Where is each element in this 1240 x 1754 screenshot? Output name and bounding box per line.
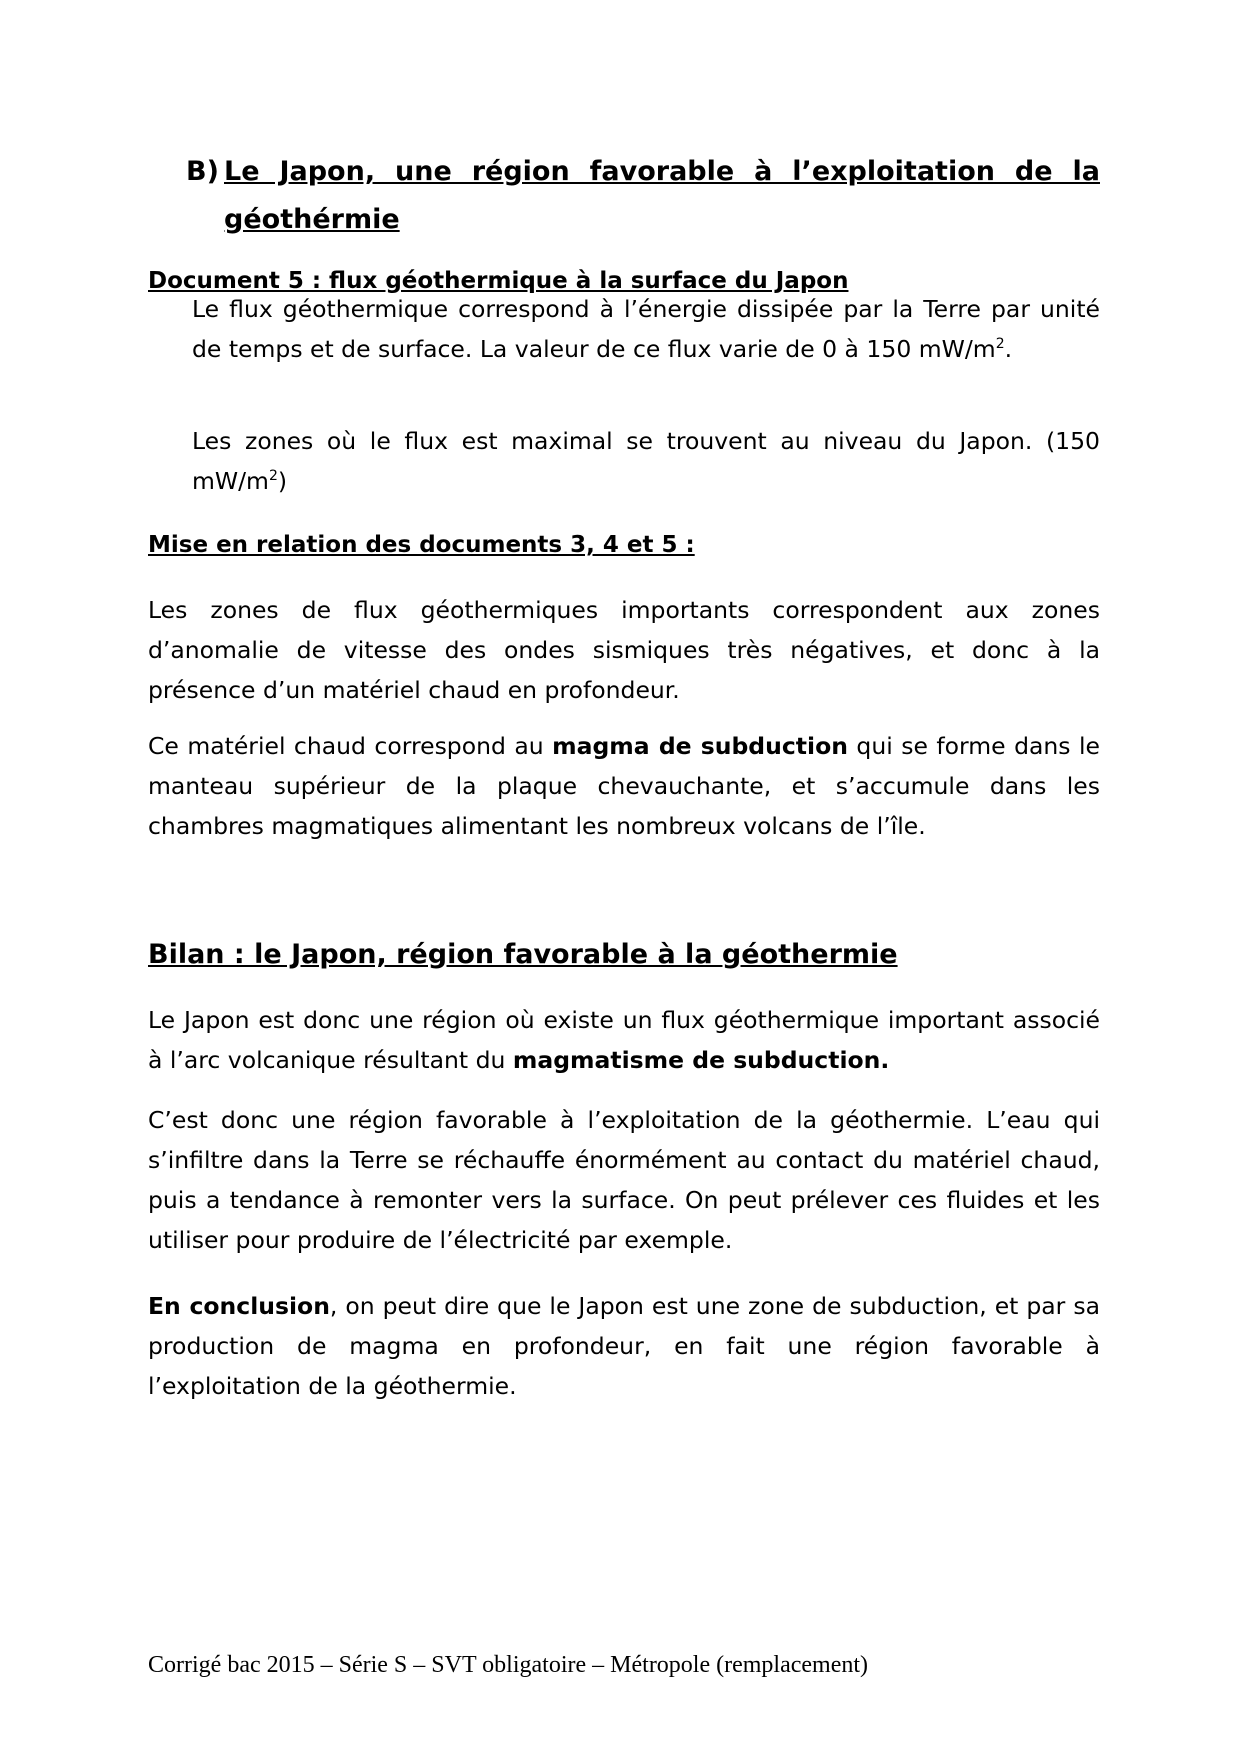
document-5-heading: Document 5 : flux géothermique à la surface du Japon [148,268,849,294]
doc5-paragraph-1: Le flux géothermique correspond à l’énergie dissipée par la Terre par unité de temps et de surface. La valeur de ce flux varie de 0 à 150 $mW/m^2$. [192,295,1100,363]
bilan-paragraph-2: C’est donc une région favorable à l’exploitation de la géothermie. L’eau qui s’infiltre dans la Terre se réchauffe énormément au contact du matériel chaud, puis a tendance à remonter vers la surface. On peut prélever ces fluides et les utiliser pour produire de l’électricité par exemple. [148,1106,1100,1254]
bilan-heading: Bilan : le Japon, région favorable à la géothermie [148,939,898,970]
bilan-paragraph-1: Le Japon est donc une région où existe un flux géothermique important associé à l’arc volcanique résultant du magmatisme de subduction. [148,1006,1100,1074]
relation-paragraph-1: Les zones de flux géothermiques importants correspondent aux zones d’anomalie de vitesse des ondes sismiques très négatives, et donc à la présence d’un matériel chaud en profondeur. [148,596,1100,704]
bold-term: En conclusion [148,1292,330,1320]
relation-paragraph-2: Ce matériel chaud correspond au magma de subduction qui se forme dans le manteau supérieur de la plaque chevauchante, et s’accumule dans les chambres magmatiques alimentant les nombreux volcans de l’île. [148,732,1100,840]
relation-heading: Mise en relation des documents 3, 4 et 5 : [148,532,695,558]
doc5-paragraph-2: Les zones où le flux est maximal se trouvent au niveau du Japon. (150 $mW/m^2$) [192,427,1100,495]
bilan-paragraph-3: En conclusion, on peut dire que le Japon est une zone de subduction, et par sa production de magma en profondeur, en fait une région favorable à l’exploitation de la géothermie. [148,1292,1100,1400]
bold-term: magmatisme de subduction. [512,1046,890,1074]
superscript: 2 [995,336,1005,353]
page-footer: Corrigé bac 2015 – Série S – SVT obligatoire – Métropole (remplacement) [148,1652,869,1678]
section-title: Le Japon, une région favorable à l’exploitation de la géothérmie [224,156,1100,235]
section-label: B) [186,156,219,187]
bold-term: magma de subduction [552,732,848,760]
superscript: 2 [268,468,278,485]
